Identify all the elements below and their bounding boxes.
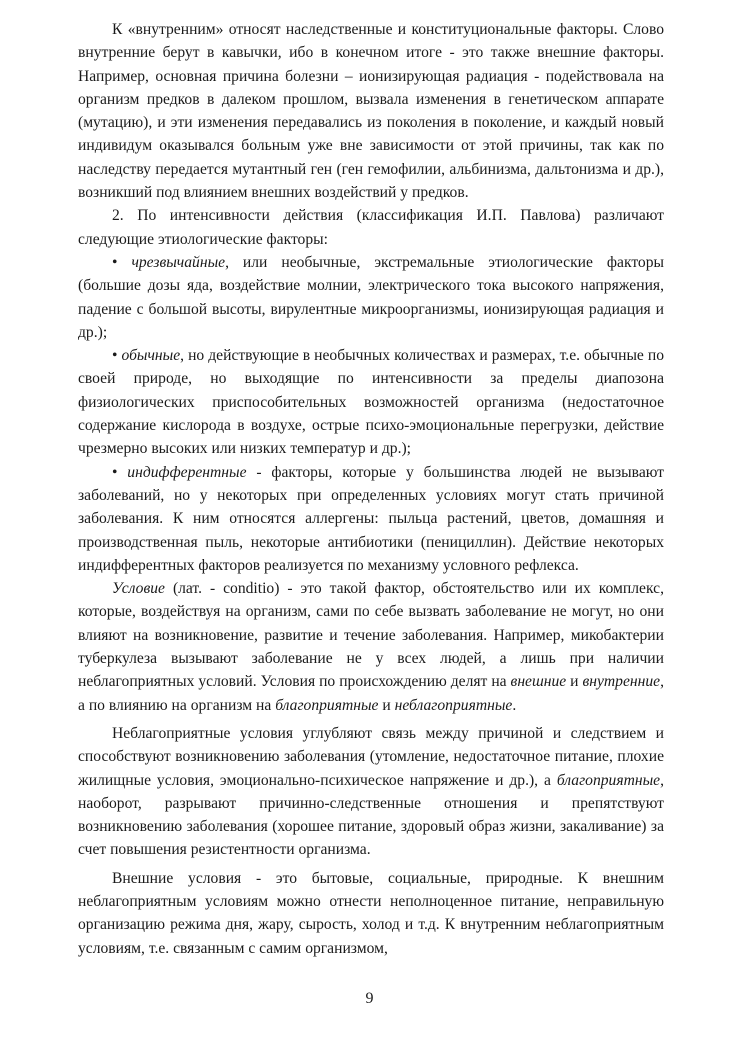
paragraph [78, 344, 664, 460]
text-run: , но действующие в необычных количествах и размерах, т.е. обычные по своей природе, но выходящие по интенсивности за пределы диапозона физиологических приспособительных возможностей организма (недостаточное содержание кислорода в воздухе, острые психо-эмоциональные перегрузки, действие чрезмерно высоких или низких температур и др.); [78, 347, 665, 458]
paragraph [78, 204, 664, 251]
paragraph [78, 461, 664, 577]
emphasized-term: чрезвычайные [131, 253, 226, 271]
body-text [78, 18, 664, 960]
emphasized-term: неблагоприятные [394, 696, 513, 714]
text-run: и [378, 696, 395, 714]
text-run: Внешние условия - это бытовые, социальные, природные. К внешним неблагоприятным условиям можно отнести неполноценное питание, неправильную организацию режима дня, жару, сырость, холод и т.д. К внутренним неблагоприятным условиям, т.е. связанным с самим организмом, [78, 869, 664, 957]
text-run: К «внутренним» относят наследственные и конституциональные факторы. Слово внутренние берут в кавычки, ибо в конечном итоге - это также внешние факторы. Например, основная причина болезни – ионизирующая радиация - подействовала на организм предков в далеком прошлом, вызвала изменения в генетическом аппарате (мутацию), и эти изменения передавались из поколения в поколение, и каждый новый индивидум оказывался больным уже вне зависимости от этой причины, так как по наследству передается мутантный ген (ген гемофилии, альбинизма, дальтонизма и др.), возникший под влиянием внешних воздействий у предков. [78, 21, 664, 202]
emphasized-term: обычные [121, 347, 181, 365]
emphasized-term: внутренние [582, 673, 661, 691]
page-number: 9 [365, 990, 374, 1007]
paragraph [78, 867, 664, 960]
emphasized-term: Условие [112, 580, 165, 598]
text-run: Неблагоприятные условия углубляют связь между причиной и следствием и способствуют возникновению заболевания (утомление, недостаточное питание, плохие жилищные условия, эмоционально-психическое напряжение и др.), а [78, 724, 664, 789]
paragraph [78, 722, 664, 862]
text-run: (лат. - conditio) - это такой фактор, обстоятельство или их комплекс, которые, воздействуя на организм, сами по себе вызвать заболевание не могут, но они влияют на возникновение, развитие и течение заболевания. Например, микобактерии туберкулеза вызывают заболевание не у всех людей, а лишь при наличии неблагоприятных условий. Условия по происхождению делят на [78, 580, 664, 691]
text-run: и [566, 673, 583, 691]
text-run: , или необычные, экстремальные этиологические факторы (большие дозы яда, воздействие молнии, электрического тока высокого напряжения, падение с большой высоты, вирулентные микроорганизмы, ионизирующая радиация и др.); [78, 253, 664, 341]
paragraph [78, 18, 664, 204]
paragraph [78, 251, 664, 344]
text-run: 2. По интенсивности действия (классификация И.П. Павлова) различают следующие этиологические факторы: [78, 207, 664, 248]
text-run: , а по влиянию на организм на [78, 673, 664, 714]
text-run: • [112, 463, 128, 481]
emphasized-term: внешние [510, 673, 567, 691]
text-run: - факторы, которые у большинства людей не вызывают заболеваний, но у некоторых при определенных условиях могут стать причиной заболевания. К ним относятся аллергены: пыльца растений, цветов, домашняя и производственная пыль, некоторые антибиотики (пенициллин). Действие некоторых индифферентных факторов реализуется по механизму условного рефлекса. [78, 463, 664, 574]
text-run: . [512, 696, 517, 714]
text-run: , наоборот, разрывают причинно-следственные отношения и препятствуют возникновению заболевания (хорошее питание, здоровый образ жизни, закаливание) за счет повышения резистентности организма. [78, 771, 664, 859]
emphasized-term: благоприятные [556, 771, 661, 789]
emphasized-term: индифферентные [127, 463, 247, 481]
text-run: • [112, 347, 122, 365]
paragraph [78, 577, 664, 717]
text-run: • [112, 253, 132, 271]
emphasized-term: благоприятные [275, 696, 379, 714]
